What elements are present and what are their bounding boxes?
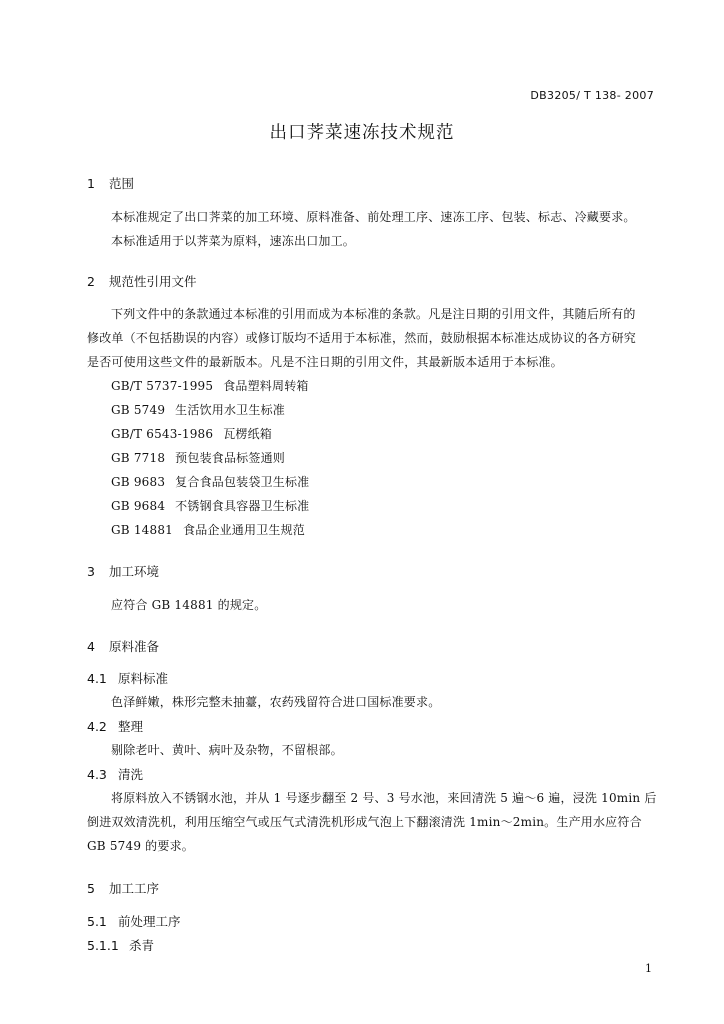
subsection-5-1-1-heading xyxy=(87,936,154,954)
subsection-4-1-heading xyxy=(87,669,168,687)
reference-name: 复合食品包装袋卫生标准 xyxy=(175,475,310,489)
reference-item xyxy=(111,377,309,394)
subsection-title: 清洗 xyxy=(118,767,144,782)
section-title: 原料准备 xyxy=(109,639,160,654)
section-3-heading xyxy=(87,562,159,580)
section-title: 范围 xyxy=(109,176,135,191)
subsection-4-2-heading xyxy=(87,717,143,735)
subsection-4-3-heading xyxy=(87,765,143,783)
section-number: 4 xyxy=(87,639,95,654)
paragraph-line: 倒进双效清洗机，利用压缩空气或压气式清洗机形成气泡上下翻滚清洗 1min～2min。生产用水应符合 xyxy=(87,815,642,829)
paragraph: 剔除老叶、黄叶、病叶及杂物，不留根部。 xyxy=(111,743,343,757)
page-number: 1 xyxy=(645,962,652,975)
reference-name: 预包装食品标签通则 xyxy=(175,451,285,465)
subsection-number: 5.1.1 xyxy=(87,938,119,953)
subsection-number: 4.2 xyxy=(87,719,107,734)
section-5-heading xyxy=(87,879,159,897)
paragraph-line: 修改单（不包括勘误的内容）或修订版均不适用于本标准，然而，鼓励根据本标准达成协议的各方研究 xyxy=(87,331,637,345)
reference-code: GB/T 6543-1986 xyxy=(111,427,214,441)
section-2-heading xyxy=(87,272,197,290)
paragraph-line: 是否可使用这些文件的最新版本。凡是不注日期的引用文件，其最新版本适用于本标准。 xyxy=(87,355,563,369)
section-title: 加工工序 xyxy=(109,881,160,896)
subsection-5-1-heading xyxy=(87,912,181,930)
reference-item xyxy=(111,497,309,514)
paragraph: 本标准适用于以荠菜为原料，速冻出口加工。 xyxy=(111,234,356,248)
section-number: 3 xyxy=(87,564,95,579)
paragraph: 本标准规定了出口荠菜的加工环境、原料准备、前处理工序、速冻工序、包装、标志、冷藏要求。 xyxy=(111,210,636,224)
paragraph-line: 将原料放入不锈钢水池，并从 1 号逐步翻至 2 号、3 号水池，来回清洗 5 遍～6 遍，浸洗 10min 后 xyxy=(111,791,657,805)
subsection-number: 5.1 xyxy=(87,914,107,929)
standard-code: DB3205/ T 138- 2007 xyxy=(530,89,654,102)
section-4-heading xyxy=(87,637,159,655)
section-number: 5 xyxy=(87,881,95,896)
paragraph-line: 下列文件中的条款通过本标准的引用而成为本标准的条款。凡是注日期的引用文件，其随后所有的 xyxy=(111,307,636,321)
reference-code: GB/T 5737-1995 xyxy=(111,379,214,393)
paragraph: 色泽鲜嫩，株形完整未抽薹，农药残留符合进口国标准要求。 xyxy=(111,695,441,709)
reference-code: GB 5749 xyxy=(111,403,166,417)
reference-name: 不锈钢食具容器卫生标准 xyxy=(175,499,310,513)
section-title: 加工环境 xyxy=(109,564,160,579)
reference-item xyxy=(111,473,309,490)
subsection-number: 4.1 xyxy=(87,671,107,686)
section-number: 2 xyxy=(87,274,95,289)
subsection-title: 杀青 xyxy=(129,938,155,953)
document-title: 出口荠菜速冻技术规范 xyxy=(269,123,455,143)
section-1-heading xyxy=(87,174,134,192)
reference-name: 食品塑料周转箱 xyxy=(223,379,309,393)
reference-item xyxy=(111,401,285,418)
reference-item xyxy=(111,425,272,442)
reference-code: GB 14881 xyxy=(111,523,173,537)
reference-name: 瓦楞纸箱 xyxy=(223,427,273,441)
section-number: 1 xyxy=(87,176,95,191)
paragraph-line: GB 5749 的要求。 xyxy=(87,839,194,853)
subsection-title: 整理 xyxy=(118,719,144,734)
reference-name: 生活饮用水卫生标准 xyxy=(175,403,285,417)
reference-name: 食品企业通用卫生规范 xyxy=(183,523,306,537)
paragraph: 应符合 GB 14881 的规定。 xyxy=(111,598,267,612)
reference-item xyxy=(111,449,285,466)
reference-code: GB 7718 xyxy=(111,451,166,465)
reference-item xyxy=(111,521,305,538)
subsection-title: 原料标准 xyxy=(118,671,169,686)
section-title: 规范性引用文件 xyxy=(109,274,197,289)
reference-code: GB 9683 xyxy=(111,475,166,489)
subsection-number: 4.3 xyxy=(87,767,107,782)
subsection-title: 前处理工序 xyxy=(118,914,181,929)
reference-code: GB 9684 xyxy=(111,499,166,513)
